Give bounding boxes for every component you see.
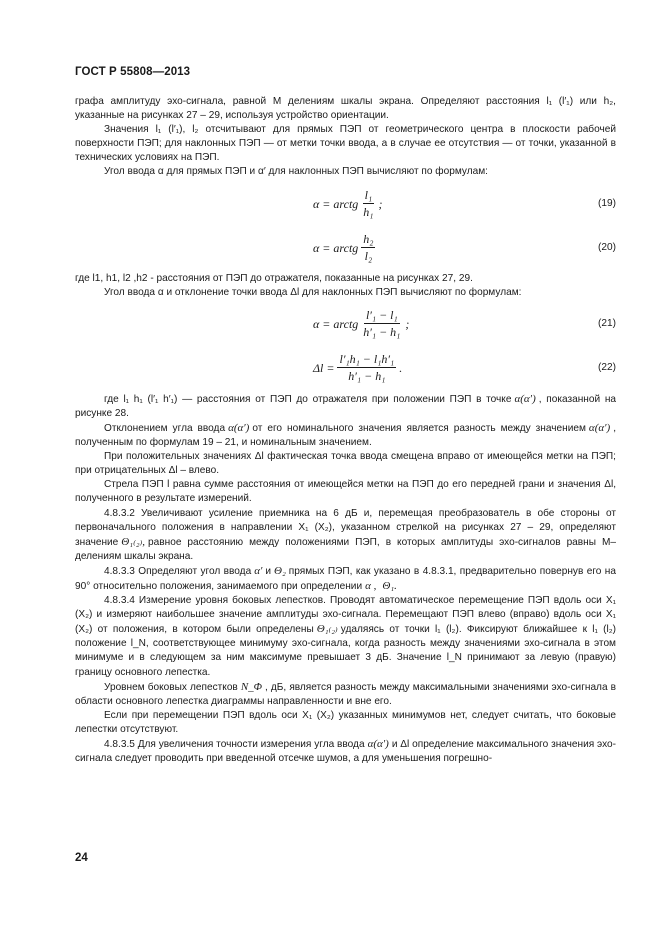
formula-fraction xyxy=(361,232,375,263)
formula-denominator: l₂ xyxy=(364,249,373,264)
document-header: ГОСТ Р 55808—2013 xyxy=(75,66,191,78)
formula-numerator: l₁ xyxy=(363,188,375,204)
text-run: , показанной на рисунке 28. xyxy=(75,393,617,419)
formula-fraction xyxy=(361,308,402,339)
paragraph: Стрела ПЭП l равна сумме расстояния от имеющейся метки на ПЭП до его передней грани и значения Δl, полученного в результате измерений. xyxy=(75,479,616,505)
formula-lhs: α = arctg xyxy=(313,196,359,211)
paragraph: Угол ввода α для прямых ПЭП и α′ для наклонных ПЭП вычисляют по формулам: xyxy=(104,166,488,178)
formula-number: (20) xyxy=(598,241,616,253)
formula-lhs: Δl = xyxy=(313,360,335,375)
text-run: 4.8.3.2 Увеличивают усиление приемника на 6 дБ и, перемещая преобразователь в обе стороны от первоначального положения в направлении X₁ (X₂), указанном стрелкой на рисунках 27 – 29, определяют значение xyxy=(75,507,616,548)
formula-numerator: l′₁ − l₁ xyxy=(364,308,400,324)
formula-denominator: h′₁ − h₁ xyxy=(348,369,386,384)
math-alpha-pair: α(α′) xyxy=(588,421,611,434)
formula-denominator: h′₁ − h₁ xyxy=(363,325,401,340)
paragraph: Значения l₁ (l′₁), l₂ отсчитывают для прямых ПЭП от геометрического центра в плоскости рабочей поверхности ПЭП; для наклонных ПЭП — от метки точки ввода, а в случае ее отсутствия — от точки, указанной в технических условиях на ПЭП. xyxy=(75,124,616,164)
formula-22 xyxy=(75,348,616,388)
math-alpha-pair: α(α′) xyxy=(228,421,250,434)
formula-number: (19) xyxy=(598,197,616,209)
math-theta1: Θ₁. xyxy=(382,579,397,592)
math-theta12: Θ₁₍₂₎ xyxy=(316,623,338,636)
text-run: от его номинального значения является разность между значением xyxy=(252,422,586,434)
formula-lhs: α = arctg xyxy=(313,316,359,331)
text-run: 4.8.3.5 Для увеличения точности измерения угла ввода xyxy=(104,739,365,750)
text-run: удаляясь от точки l₁ (l₂). Фиксируют ближайшее к l₁ (l₂) положение l_N, соответствующее минимуму эхо-сигнала, когда разность между значениями эхо-сигнала в этом минимуме и в следующем за ним максимуме превышает 3 дБ. Значение l_N принимают за левую (правую) границу основного лепестка. xyxy=(75,624,616,678)
math-alpha-pair: α(α′) xyxy=(367,738,389,750)
formula-fraction xyxy=(337,352,396,383)
math-alpha-pair: α(α′) xyxy=(514,392,536,405)
page-number: 24 xyxy=(75,852,88,864)
text-run: Отклонением угла ввода xyxy=(104,422,226,434)
paragraph: Если при перемещении ПЭП вдоль оси X₁ (X₂) указанных минимумов нет, следует считать, что боковые лепестки отсутствуют. xyxy=(75,709,616,735)
paragraph xyxy=(75,737,616,766)
text-run: , дБ, является разность между максимальными значениями эхо-сигнала в области основного лепестка диаграммы направленности и вне его. xyxy=(75,681,617,707)
text-run: 4.8.3.4 Измерение уровня боковых лепестков. Проводят автоматическое перемещение ПЭП вдоль оси X₁ (X₂) и измеряют наибольшее значение амплитуды эхо-сигнала. Перемещают ПЭП влево (вправо) вдоль оси X₁ (X₂) от положения, в котором были определены xyxy=(75,595,616,636)
formula-number: (22) xyxy=(598,361,616,373)
formula-tail: ; xyxy=(405,316,410,331)
math-theta12: Θ₁₍₂₎, xyxy=(121,535,146,548)
text-run: Уровнем боковых лепестков xyxy=(104,681,238,693)
paragraph xyxy=(75,594,616,680)
document-body xyxy=(75,95,616,766)
formula-20 xyxy=(75,228,616,268)
formula-number: (21) xyxy=(598,317,616,329)
paragraph xyxy=(75,421,616,450)
formula-tail: ; xyxy=(378,196,383,211)
formula-fraction xyxy=(361,188,375,219)
math-theta2: Θ₂ xyxy=(274,564,286,577)
math-alpha-prime: α′ xyxy=(254,564,263,577)
text-run: 4.8.3.3 Определяют угол ввода xyxy=(104,565,252,577)
paragraph xyxy=(75,507,616,564)
text-run: равное расстоянию между положениями ПЭП, в которых амплитуды эхо-сигналов равны M– делениям шкалы экрана. xyxy=(75,536,616,562)
formula-numerator: l′₁h₁ − l₁h′₁ xyxy=(337,352,396,368)
text-run: и xyxy=(265,565,272,577)
paragraph xyxy=(75,392,616,421)
formula-denominator: h₁ xyxy=(363,205,374,220)
paragraph xyxy=(75,564,616,594)
formula-numerator: h₂ xyxy=(361,232,375,248)
paragraph: При положительных значениях Δl фактическая точка ввода смещена вправо от имеющейся метки на ПЭП; при отрицательных Δl – влево. xyxy=(75,451,616,477)
formula-19 xyxy=(75,184,616,224)
paragraph xyxy=(75,680,616,709)
text-run: , полученным по формулам 19 – 21, и номинальным значением. xyxy=(75,422,617,449)
formula-lhs: α = arctg xyxy=(313,240,359,255)
math-n-phi: N_Φ xyxy=(240,680,263,693)
formula-21 xyxy=(75,304,616,344)
text-run: прямых ПЭП, как указано в 4.8.3.1, предварительно повернув его на 90° относительно положения, занимаемого при определении xyxy=(75,565,616,592)
text-run: где l₁ h₁ (l′₁ h′₁) — расстояния от ПЭП до отражателя при положении ПЭП в точке xyxy=(104,393,512,405)
paragraph: где l1, h1, l2 ,h2 - расстояния от ПЭП до отражателя, показанные на рисунках 27, 29. xyxy=(75,272,473,284)
paragraph: графа амплитуду эхо-сигнала, равной M делениям шкалы экрана. Определяют расстояния l₁ (l′₁) или h₂, указанные на рисунках 27 – 29, используя устройство ориентации. xyxy=(75,96,616,122)
math-alpha: α , xyxy=(365,579,377,592)
text-run: и Δl определение максимального значения эхо-сигнала следует проводить при введенной отсечке шумов, а для уменьшения погрешно- xyxy=(75,739,616,765)
paragraph: Угол ввода α и отклонение точки ввода Δl для наклонных ПЭП вычисляют по формулам: xyxy=(104,286,522,298)
formula-tail: . xyxy=(399,360,403,375)
